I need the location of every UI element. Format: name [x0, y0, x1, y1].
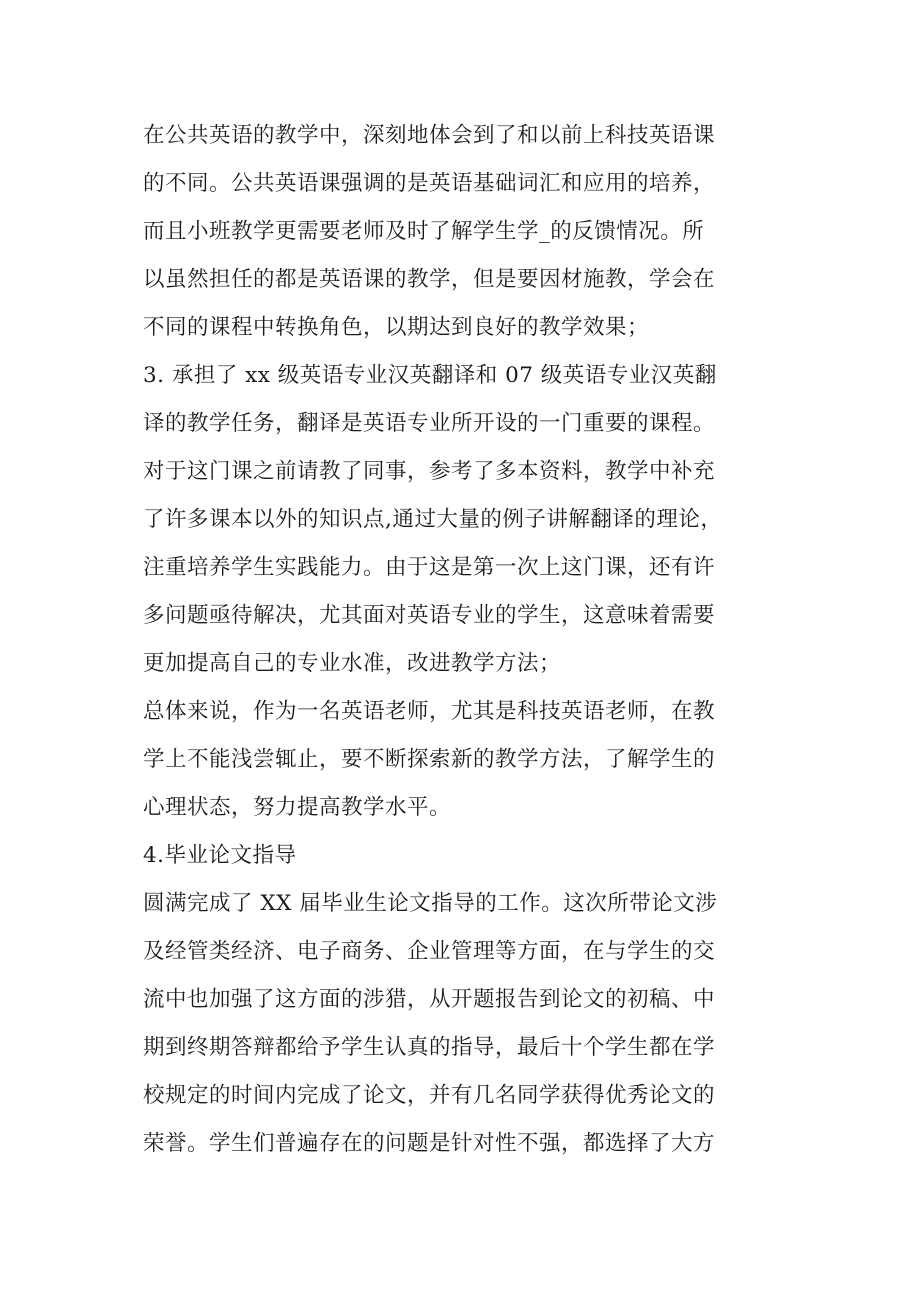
- text-line: 学上不能浅尝辄止，要不断探索新的教学方法，了解学生的: [143, 747, 716, 772]
- text-line: 更加提高自己的专业水准，改进教学方法；: [143, 651, 562, 676]
- text-line: 了许多课本以外的知识点,通过大量的例子讲解翻译的理论，: [143, 507, 723, 532]
- text-line: 总体来说，作为一名英语老师，尤其是科技英语老师，在教: [143, 699, 716, 724]
- text-line: 流中也加强了这方面的涉猎，从开题报告到论文的初稿、中: [143, 987, 716, 1012]
- text-line: 译的教学任务，翻译是英语专业所开设的一门重要的课程。: [143, 411, 716, 436]
- text-line: 荣誉。学生们普遍存在的问题是针对性不强，都选择了大方: [143, 1131, 716, 1156]
- text-line: 的不同。公共英语课强调的是英语基础词汇和应用的培养，: [143, 171, 716, 196]
- text-line: 期到终期答辩都给予学生认真的指导，最后十个学生都在学: [143, 1035, 716, 1060]
- text-line: 不同的课程中转换角色，以期达到良好的教学效果；: [143, 315, 650, 340]
- text-line: 而且小班教学更需要老师及时了解学生学_的反馈情况。所: [143, 219, 705, 244]
- text-line: 校规定的时间内完成了论文，并有几名同学获得优秀论文的: [143, 1083, 716, 1108]
- section-heading: 4.毕业论文指导: [143, 843, 297, 868]
- text-line: 注重培养学生实践能力。由于这是第一次上这门课，还有许: [143, 555, 716, 580]
- text-line: 在公共英语的教学中，深刻地体会到了和以前上科技英语课: [143, 123, 716, 148]
- document-text-body: [143, 112, 803, 1168]
- text-line: 圆满完成了 XX 届毕业生论文指导的工作。这次所带论文涉: [143, 891, 718, 916]
- text-line: 多问题亟待解决，尤其面对英语专业的学生，这意味着需要: [143, 603, 716, 628]
- text-line: 及经管类经济、电子商务、企业管理等方面，在与学生的交: [143, 939, 716, 964]
- text-line: 对于这门课之前请教了同事，参考了多本资料，教学中补充: [143, 459, 716, 484]
- text-line: 以虽然担任的都是英语课的教学，但是要因材施教，学会在: [143, 267, 716, 292]
- text-line: 3. 承担了 xx 级英语专业汉英翻译和 07 级英语专业汉英翻: [143, 363, 717, 388]
- text-line: 心理状态，努力提高教学水平。: [143, 795, 452, 820]
